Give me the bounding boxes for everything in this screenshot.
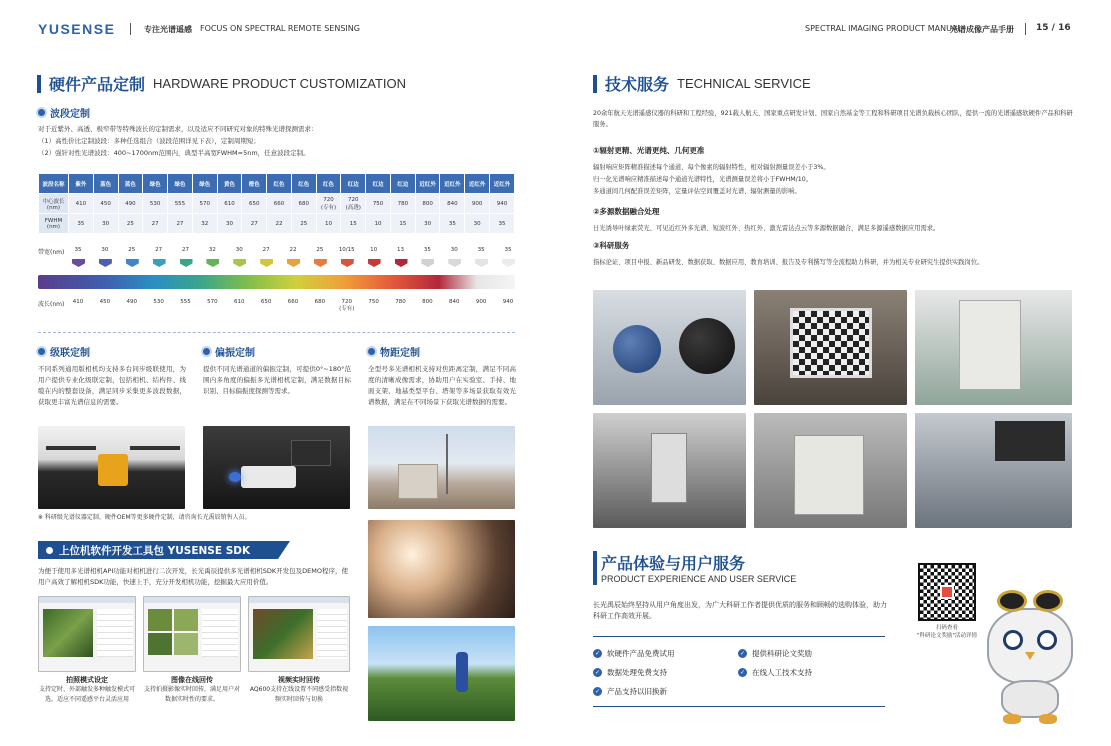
polar-title bbox=[203, 344, 255, 359]
wavelength-value: 650 bbox=[260, 299, 272, 305]
fwhm-cell: 25 bbox=[118, 214, 143, 234]
fwhm-cell: 30 bbox=[415, 214, 440, 234]
center-wavelength-cell: 410 bbox=[69, 194, 94, 214]
sdk-cap-title: 图像在线回传 bbox=[171, 676, 213, 684]
band-marker bbox=[233, 259, 246, 267]
tech-s3-line1: 指标论证、项目申报、新品研发、数据获取、数据应用、教育培训、报告及专利撰写等全流程助力科研，并为相关专业研究生提供实践岗位。 bbox=[593, 259, 984, 266]
center-wavelength-cell: 660 bbox=[267, 194, 292, 214]
mascot-head bbox=[987, 608, 1073, 684]
center-wavelength-cell: 680 bbox=[291, 194, 316, 214]
measuring-machine bbox=[651, 433, 687, 503]
experience-title-en: PRODUCT EXPERIENCE AND USER SERVICE bbox=[601, 574, 797, 584]
sdk-screenshot-image bbox=[143, 596, 241, 672]
sdk-desc: 为便于使用多光谱相机API功能对相机进行二次开发，长光禹辰提供多光谱相机SDK开发包及DEMO程序，使用户高效了解相机SDK功能，快速上手，充分开发相机功能，挖掘最大应用价值。 bbox=[38, 567, 349, 586]
title-bar bbox=[37, 75, 41, 93]
band-markers bbox=[38, 259, 515, 271]
goggle-left bbox=[997, 590, 1027, 612]
owl-mascot bbox=[975, 580, 1085, 730]
sdk-settings-panel bbox=[202, 609, 238, 657]
band-name-cell: 橙色 bbox=[242, 174, 267, 194]
drone-arm bbox=[130, 446, 180, 450]
experience-title-cn: 产品体验与用户服务 bbox=[601, 554, 746, 573]
dot-icon bbox=[46, 547, 53, 554]
tech-s3-title: ③科研服务 bbox=[593, 241, 630, 250]
sdk-cap-desc: 支持拍摄影像实时回传，满足用户对数据实时性的要求。 bbox=[143, 686, 240, 703]
fwhm-cell: 15 bbox=[341, 214, 366, 234]
band-marker bbox=[368, 259, 381, 267]
bandwidth-value: 27 bbox=[182, 247, 189, 253]
sdk-cap-title: 视频实时回传 bbox=[278, 676, 320, 684]
drone-arm bbox=[46, 446, 96, 450]
sdk-cap-1 bbox=[38, 675, 136, 705]
band-marker bbox=[260, 259, 273, 267]
band-table bbox=[38, 173, 515, 234]
center-wavelength-cell: 530 bbox=[143, 194, 168, 214]
band-name-cell: 绿色 bbox=[143, 174, 168, 194]
lab-photo-optics bbox=[915, 413, 1072, 528]
cascade-title-text: 级联定制 bbox=[50, 348, 90, 359]
wavelength-value: 530 bbox=[153, 299, 164, 305]
fwhm-cell: 35 bbox=[490, 214, 515, 234]
bandwidth-value: 30 bbox=[101, 247, 109, 253]
fwhm-cell: 35 bbox=[69, 214, 94, 234]
lab-photo-spheres bbox=[593, 290, 746, 405]
bandwidth-value: 35 bbox=[504, 247, 512, 253]
wavelength-value: 660 bbox=[287, 299, 299, 305]
bandwidth-value: 35 bbox=[74, 247, 82, 253]
sdk-title: 上位机软件开发工具包 YUSENSE SDK bbox=[59, 544, 251, 557]
band-table-header-row bbox=[39, 174, 515, 194]
window-titlebar bbox=[249, 597, 350, 603]
fwhm-cell: 27 bbox=[168, 214, 193, 234]
fwhm-cell: 22 bbox=[267, 214, 292, 234]
lab-light-photo bbox=[368, 520, 515, 618]
page-number: 15 / 16 bbox=[1036, 23, 1071, 33]
fwhm-cell: 30 bbox=[217, 214, 242, 234]
check-icon: ✓ bbox=[594, 650, 601, 657]
center-wavelength-cell: 490 bbox=[118, 194, 143, 214]
title-bar bbox=[593, 75, 597, 93]
band-name-cell: 近红外 bbox=[465, 174, 490, 194]
band-marker bbox=[395, 259, 408, 267]
service-label: 提供科研论文奖励 bbox=[752, 649, 812, 658]
spectrum-gradient bbox=[38, 275, 515, 289]
integrating-sphere bbox=[613, 325, 661, 373]
hardware-title-en: HARDWARE PRODUCT CUSTOMIZATION bbox=[153, 76, 407, 91]
center-wavelength-cell: 750 bbox=[366, 194, 391, 214]
lens-tube bbox=[241, 466, 296, 488]
wavelength-value: 490 bbox=[126, 299, 137, 305]
center-row-label: 中心波长 (nm) bbox=[39, 194, 69, 214]
wavelength-values bbox=[38, 299, 515, 317]
check-icon: ✓ bbox=[594, 688, 601, 695]
spectrum-chart bbox=[38, 245, 515, 320]
service-label: 软硬件产品免费试用 bbox=[607, 649, 675, 658]
sdk-settings-panel bbox=[97, 609, 133, 657]
power-supply bbox=[995, 421, 1065, 461]
fwhm-cell: 15 bbox=[390, 214, 415, 234]
foot-left bbox=[1003, 714, 1021, 724]
fwhm-cell: 27 bbox=[242, 214, 267, 234]
center-wavelength-cell: 800 bbox=[415, 194, 440, 214]
dot-icon bbox=[368, 348, 375, 355]
band-marker bbox=[341, 259, 354, 267]
eye-right bbox=[1037, 630, 1057, 650]
bandwidth-value: 10/15 bbox=[338, 247, 355, 253]
window-titlebar bbox=[39, 597, 136, 603]
fwhm-cell: 32 bbox=[192, 214, 217, 234]
sdk-cap-3 bbox=[248, 675, 350, 705]
band-marker bbox=[421, 259, 434, 267]
wavelength-value: 900 bbox=[475, 299, 487, 305]
service-item-tradein bbox=[593, 686, 667, 697]
fwhm-row-label: FWHM (nm) bbox=[39, 214, 69, 234]
service-item-trial bbox=[593, 648, 675, 659]
tech-s1-line3: 多通道间几何配准误差矩阵，定量评估空间覆盖对光谱、辐射测量的影响。 bbox=[593, 188, 801, 195]
wavelength-value: 720 (专有) bbox=[339, 299, 355, 312]
band-marker bbox=[206, 259, 219, 267]
experience-desc: 长光禹辰始终坚持从用户角度出发，为广大科研工作者提供优质的服务和顾畅的选购体验，助力科研工作高效开展。 bbox=[593, 601, 887, 620]
tech-title bbox=[593, 72, 811, 95]
sdk-preview-image bbox=[148, 633, 172, 655]
wavelength-value: 410 bbox=[72, 299, 84, 305]
distance-title-text: 物距定制 bbox=[380, 348, 420, 359]
band-marker bbox=[126, 259, 139, 267]
section-divider bbox=[38, 332, 515, 333]
thermal-chamber bbox=[794, 435, 864, 515]
wavelength-value: 780 bbox=[395, 299, 406, 305]
wavelength-value: 750 bbox=[368, 299, 379, 305]
tech-s1-line1: 辐射响应矩阵精准描述每个通道、每个像素的辐射特性，相对辐射测量误差小于3%。 bbox=[593, 164, 830, 171]
band-name-cell: 近红外 bbox=[490, 174, 515, 194]
header-divider bbox=[1025, 23, 1026, 35]
rooftop-hut bbox=[398, 464, 438, 499]
band-table-fwhm-row bbox=[39, 214, 515, 234]
tech-intro: 20余年航天光谱遥感仪器的科研和工程经验，921载人航天、国家重点研发计划、国家自然基金等工程和科研项目光谱负载核心团队，提供一流的光谱遥感软硬件产品和科研服务。 bbox=[593, 110, 1073, 128]
cascade-title bbox=[38, 344, 90, 359]
sdk-cap-2 bbox=[143, 675, 241, 705]
band-title: 波段定制 bbox=[50, 109, 90, 120]
services-top-divider bbox=[593, 636, 885, 637]
mascot-body bbox=[1001, 680, 1059, 718]
fwhm-cell: 30 bbox=[93, 214, 118, 234]
band-marker bbox=[153, 259, 166, 267]
bandwidth-value: 10 bbox=[370, 247, 378, 253]
person-figure bbox=[456, 652, 468, 692]
sdk-banner bbox=[38, 541, 278, 559]
tech-s2-line1: 日光诱导叶绿素荧光、可见近红外多光谱、短波红外、热红外、激光雷达点云等多源数据融合，满足多源遥感数据应用需求。 bbox=[593, 225, 940, 232]
band-marker bbox=[502, 259, 515, 267]
bandwidth-value: 27 bbox=[155, 247, 163, 253]
polar-lab-photo bbox=[203, 426, 350, 509]
fwhm-cell: 35 bbox=[440, 214, 465, 234]
wavelength-value: 680 bbox=[314, 299, 326, 305]
center-wavelength-cell: 780 bbox=[390, 194, 415, 214]
tech-s2-title: ②多源数据融合处理 bbox=[593, 207, 660, 216]
brand-logo: YUSENSE bbox=[38, 21, 116, 37]
sdk-preview-image bbox=[253, 609, 313, 659]
cascade-camera-photo bbox=[38, 426, 185, 509]
band-marker bbox=[72, 259, 85, 267]
window-titlebar bbox=[144, 597, 241, 603]
center-wavelength-cell: 570 bbox=[192, 194, 217, 214]
fwhm-cell: 25 bbox=[291, 214, 316, 234]
title-bar bbox=[593, 551, 597, 585]
hardware-title bbox=[37, 72, 406, 95]
band-marker bbox=[314, 259, 327, 267]
dot-icon bbox=[38, 109, 45, 116]
band-marker bbox=[287, 259, 300, 267]
instrument-box bbox=[291, 440, 331, 466]
sdk-preview-image bbox=[148, 609, 172, 631]
bandwidth-value: 22 bbox=[289, 247, 297, 253]
light-source bbox=[229, 472, 241, 482]
fwhm-cell: 10 bbox=[316, 214, 341, 234]
qr-caption-line2: "科研论文奖励"活动详情 bbox=[916, 633, 978, 639]
header-tagline-en: FOCUS ON SPECTRAL REMOTE SENSING bbox=[200, 24, 360, 33]
resolution-target bbox=[790, 308, 872, 378]
fwhm-cell: 10 bbox=[366, 214, 391, 234]
cascade-desc: 不同系列通用版相机均支持多台同步级联使用，为用户提供专业化级联定制，包括相机、结构件、线缆在内的整套设备，满足同步采集更多波段数据，获取更丰富光谱信息的需要。 bbox=[38, 365, 186, 406]
service-item-online bbox=[738, 667, 812, 678]
check-icon: ✓ bbox=[594, 669, 601, 676]
band-name-cell: 紫外 bbox=[69, 174, 94, 194]
band-name-cell: 红边 bbox=[366, 174, 391, 194]
goggle-right bbox=[1033, 590, 1063, 612]
qr-center-logo bbox=[940, 585, 954, 599]
check-icon: ✓ bbox=[739, 650, 746, 657]
wavelength-value: 570 bbox=[207, 299, 218, 305]
banner-tail bbox=[278, 541, 290, 559]
band-marker bbox=[180, 259, 193, 267]
center-wavelength-cell: 450 bbox=[93, 194, 118, 214]
service-label: 产品支持以旧换新 bbox=[607, 687, 667, 696]
service-label: 数据处理免费支持 bbox=[607, 668, 667, 677]
fwhm-cell: 30 bbox=[465, 214, 490, 234]
integrating-sphere bbox=[679, 318, 735, 374]
eye-left bbox=[1003, 630, 1023, 650]
bandwidth-value: 35 bbox=[477, 247, 485, 253]
fwhm-cell: 27 bbox=[143, 214, 168, 234]
dot-icon bbox=[203, 348, 210, 355]
sdk-preview-image bbox=[43, 609, 93, 657]
header-manual-cn: 光谱成像产品手册 bbox=[950, 25, 1014, 34]
foot-right bbox=[1039, 714, 1057, 724]
bandwidth-value: 25 bbox=[316, 247, 324, 253]
tower-pole bbox=[446, 434, 448, 494]
wavelength-value: 450 bbox=[99, 299, 111, 305]
header-manual-en: SPECTRAL IMAGING PRODUCT MANUAL bbox=[805, 24, 962, 33]
qr-caption-line1: 扫码查看 bbox=[935, 625, 958, 631]
wavelength-value: 610 bbox=[234, 299, 245, 305]
wavelength-label: 波长(nm) bbox=[38, 301, 65, 308]
lab-photo-measure bbox=[593, 413, 746, 528]
bandwidth-value: 27 bbox=[262, 247, 270, 253]
band-name-cell: 绿色 bbox=[192, 174, 217, 194]
bandwidth-value: 30 bbox=[450, 247, 458, 253]
tech-title-cn: 技术服务 bbox=[605, 75, 670, 94]
sdk-cap-desc: 支持定时、外部触发多种触发模式可选，适应不同遥感平台灵活应用 bbox=[38, 686, 135, 703]
check-icon: ✓ bbox=[739, 669, 746, 676]
sdk-cap-desc: AQ600支持在线设置不同感受指数视频实时回传与切换 bbox=[249, 686, 349, 703]
band-name-cell: 红色 bbox=[291, 174, 316, 194]
tech-title-en: TECHNICAL SERVICE bbox=[677, 76, 811, 91]
field-survey-photo bbox=[368, 626, 515, 721]
wavelength-value: 840 bbox=[449, 299, 460, 305]
dot-icon bbox=[38, 348, 45, 355]
distance-title bbox=[368, 344, 420, 359]
band-item-2: （2）强针对性光谱波段：400~1700nm范围内，典型半高宽FWHM=5nm，任意波段定制。 bbox=[38, 149, 310, 157]
center-wavelength-cell: 940 bbox=[490, 194, 515, 214]
qr-code[interactable] bbox=[918, 563, 976, 621]
service-label: 在线人工技术支持 bbox=[752, 668, 812, 677]
tech-s1-title: ①辐射更精、光谱更纯、几何更准 bbox=[593, 146, 705, 155]
hardware-note: ※ 科研级光谱仪器定制、硬件OEM等更多硬件定制，请咨询长光禹辰销售人员。 bbox=[38, 514, 251, 521]
band-name-cell: 近红外 bbox=[415, 174, 440, 194]
band-name-cell: 绿色 bbox=[168, 174, 193, 194]
lab-photo-target bbox=[754, 290, 907, 405]
bandwidth-label: 带宽(nm) bbox=[38, 249, 65, 256]
sdk-screenshot-video bbox=[248, 596, 350, 672]
sdk-preview-image bbox=[174, 609, 198, 631]
distance-desc: 全型号多光谱相机支持对焦距离定制，满足不同高度的清晰成像需求，协助用户在实验室、手持、地面支架、地基类型平台、塔架等多场景获取有效光谱数据，满足在不同场景下获取光谱数据的需要。 bbox=[368, 365, 516, 406]
band-name-cell: 蓝色 bbox=[118, 174, 143, 194]
wavelength-value: 555 bbox=[180, 299, 191, 305]
center-wavelength-cell: 555 bbox=[168, 194, 193, 214]
header-tagline-cn: 专注光谱遥感 bbox=[144, 25, 192, 34]
band-item-1: （1）高性价比定制波段：多种任选组合（波段范围详见下表），定制周期短； bbox=[38, 137, 260, 145]
lab-photo-chamber bbox=[915, 290, 1072, 405]
band-name-cell: 红边 bbox=[390, 174, 415, 194]
band-marker bbox=[475, 259, 488, 267]
band-header-label: 波段名称 bbox=[39, 174, 69, 194]
band-marker bbox=[99, 259, 112, 267]
bandwidth-values bbox=[38, 245, 515, 257]
band-table-center-row bbox=[39, 194, 515, 214]
polar-desc: 提供不同光谱通道的偏振定制，可提供0°~180°范围内多角度的偏振多光谱相机定制，满足数据目标识别、目标偏振度探测等需求。 bbox=[203, 365, 351, 395]
header-divider bbox=[130, 23, 131, 35]
sdk-preview-image bbox=[174, 633, 198, 655]
test-chamber bbox=[959, 300, 1021, 390]
tech-s1-line2: 归一化光谱响应精准描述每个通道光谱特性，光谱测量误差将小于FWHM/10。 bbox=[593, 176, 813, 183]
center-wavelength-cell: 900 bbox=[465, 194, 490, 214]
service-item-reward bbox=[738, 648, 812, 659]
band-name-cell: 黄色 bbox=[217, 174, 242, 194]
polar-title-text: 偏振定制 bbox=[215, 348, 255, 359]
center-wavelength-cell: 720 (专有) bbox=[316, 194, 341, 214]
services-bottom-divider bbox=[593, 706, 885, 707]
bandwidth-value: 25 bbox=[128, 247, 136, 253]
bandwidth-value: 32 bbox=[208, 247, 216, 253]
center-wavelength-cell: 650 bbox=[242, 194, 267, 214]
band-intro: 对于近紫外、高透、极窄带等特殊波长的定制需求，以及适应不同研究对象的特殊光谱探测需求： bbox=[38, 125, 318, 133]
band-name-cell: 红边 bbox=[341, 174, 366, 194]
band-name-cell: 红色 bbox=[316, 174, 341, 194]
sdk-cap-title: 拍照模式设定 bbox=[66, 676, 108, 684]
bandwidth-value: 30 bbox=[235, 247, 243, 253]
sdk-settings-panel bbox=[317, 609, 347, 659]
wavelength-value: 940 bbox=[502, 299, 514, 305]
bandwidth-value: 35 bbox=[423, 247, 431, 253]
band-section-title bbox=[38, 105, 90, 120]
band-name-cell: 蓝色 bbox=[93, 174, 118, 194]
hardware-title-cn: 硬件产品定制 bbox=[49, 75, 146, 94]
lab-photo-oven bbox=[754, 413, 907, 528]
distance-rooftop-photo bbox=[368, 426, 515, 509]
sdk-screenshot-capture bbox=[38, 596, 136, 672]
band-marker bbox=[448, 259, 461, 267]
band-name-cell: 近红外 bbox=[440, 174, 465, 194]
band-name-cell: 红色 bbox=[267, 174, 292, 194]
bandwidth-value: 13 bbox=[397, 247, 404, 253]
center-wavelength-cell: 720 (高透) bbox=[341, 194, 366, 214]
camera-body bbox=[98, 454, 128, 486]
center-wavelength-cell: 840 bbox=[440, 194, 465, 214]
wavelength-value: 800 bbox=[422, 299, 433, 305]
center-wavelength-cell: 610 bbox=[217, 194, 242, 214]
service-item-data bbox=[593, 667, 667, 678]
